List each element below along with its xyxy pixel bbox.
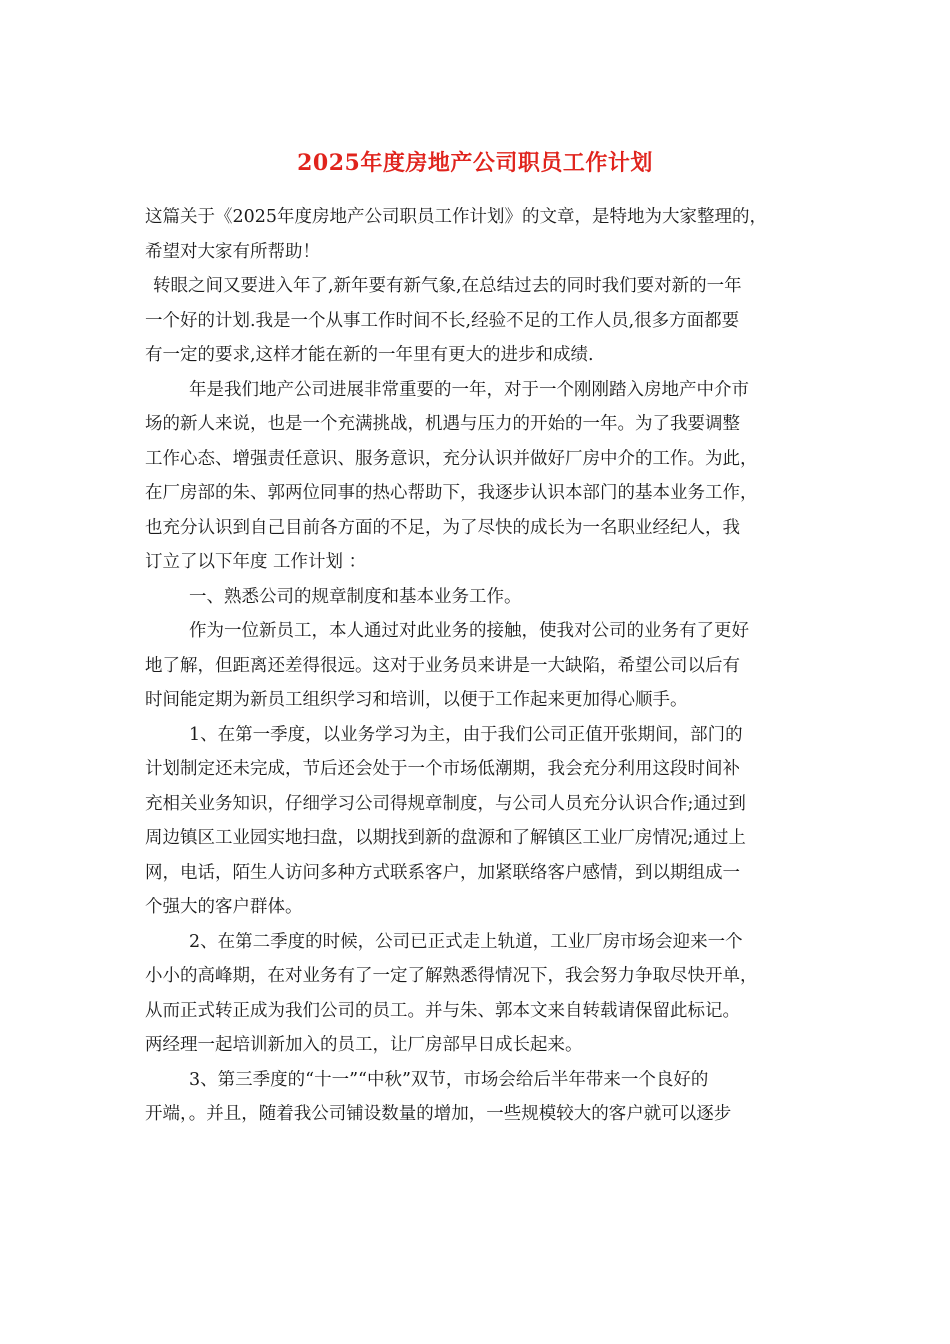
document-body bbox=[145, 200, 810, 1132]
text-line: 个强大的客户群体。 bbox=[145, 897, 303, 917]
text-line: 这篇关于《2025年度房地产公司职员工作计划》的文章，是特地为大家整理的， bbox=[145, 207, 768, 227]
document-title: 2025年度房地产公司职员工作计划 bbox=[297, 150, 653, 176]
text-line: 时间能定期为新员工组织学习和培训，以便于工作起来更加得心顺手。 bbox=[145, 690, 688, 710]
text-line: 3、第三季度的“十一”“中秋”双节，市场会给后半年带来一个良好的 bbox=[189, 1069, 709, 1090]
text-line: 订立了以下年度 工作计划 ： bbox=[145, 552, 367, 572]
text-line: 两经理一起培训新加入的员工，让厂房部早日成长起来。 bbox=[145, 1035, 583, 1055]
text-line: 希望对大家有所帮助！ bbox=[145, 241, 320, 262]
text-line: 2、在第二季度的时候，公司已正式走上轨道，工业厂房市场会迎来一个 bbox=[189, 931, 743, 952]
text-line: 在厂房部的朱、郭两位同事的热心帮助下，我逐步认识本部门的基本业务工作， bbox=[145, 483, 758, 503]
text-line: 充相关业务知识，仔细学习公司得规章制度，与公司人员充分认识合作;通过到 bbox=[145, 793, 746, 814]
text-line: 有一定的要求,这样才能在新的一年里有更大的进步和成绩. bbox=[145, 345, 594, 365]
text-line: 小小的高峰期，在对业务有了一定了解熟悉得情况下，我会努力争取尽快开单， bbox=[145, 966, 758, 986]
text-line: 年是我们地产公司进展非常重要的一年，对于一个刚刚踏入房地产中介市 bbox=[189, 379, 749, 400]
text-line: 场的新人来说，也是一个充满挑战，机遇与压力的开始的一年。为了我要调整 bbox=[145, 414, 740, 434]
text-line: 转眼之间又要进入年了,新年要有新气象,在总结过去的同时我们要对新的一年 bbox=[153, 276, 742, 296]
text-line: 1、在第一季度，以业务学习为主，由于我们公司正值开张期间，部门的 bbox=[189, 724, 743, 745]
text-line: 从而正式转正成为我们公司的员工。并与朱、郭本文来自转载请保留此标记。 bbox=[145, 1000, 740, 1021]
text-line: 计划制定还未完成，节后还会处于一个市场低潮期，我会充分利用这段时间补 bbox=[145, 759, 740, 779]
text-line: 一个好的计划.我是一个从事工作时间不长,经验不足的工作人员,很多方面都要 bbox=[145, 310, 740, 331]
text-line: 也充分认识到自己目前各方面的不足，为了尽快的成长为一名职业经纪人，我 bbox=[145, 517, 740, 538]
text-line: 作为一位新员工，本人通过对此业务的接触，使我对公司的业务有了更好 bbox=[189, 621, 749, 641]
text-line: 网，电话，陌生人访问多种方式联系客户，加紧联络客户感情，到以期组成一 bbox=[145, 862, 740, 883]
text-line: 周边镇区工业园实地扫盘，以期找到新的盘源和了解镇区工业厂房情况;通过上 bbox=[145, 828, 746, 848]
text-line: 地了解，但距离还差得很远。这对于业务员来讲是一大缺陷，希望公司以后有 bbox=[145, 655, 740, 676]
text-line: 一、熟悉公司的规章制度和基本业务工作。 bbox=[189, 586, 522, 607]
text-line: 开端，。并且，随着我公司铺设数量的增加，一些规模较大的客户就可以逐步 bbox=[145, 1104, 732, 1124]
text-line: 工作心态、增强责任意识、服务意识，充分认识并做好厂房中介的工作。为此， bbox=[145, 448, 758, 469]
